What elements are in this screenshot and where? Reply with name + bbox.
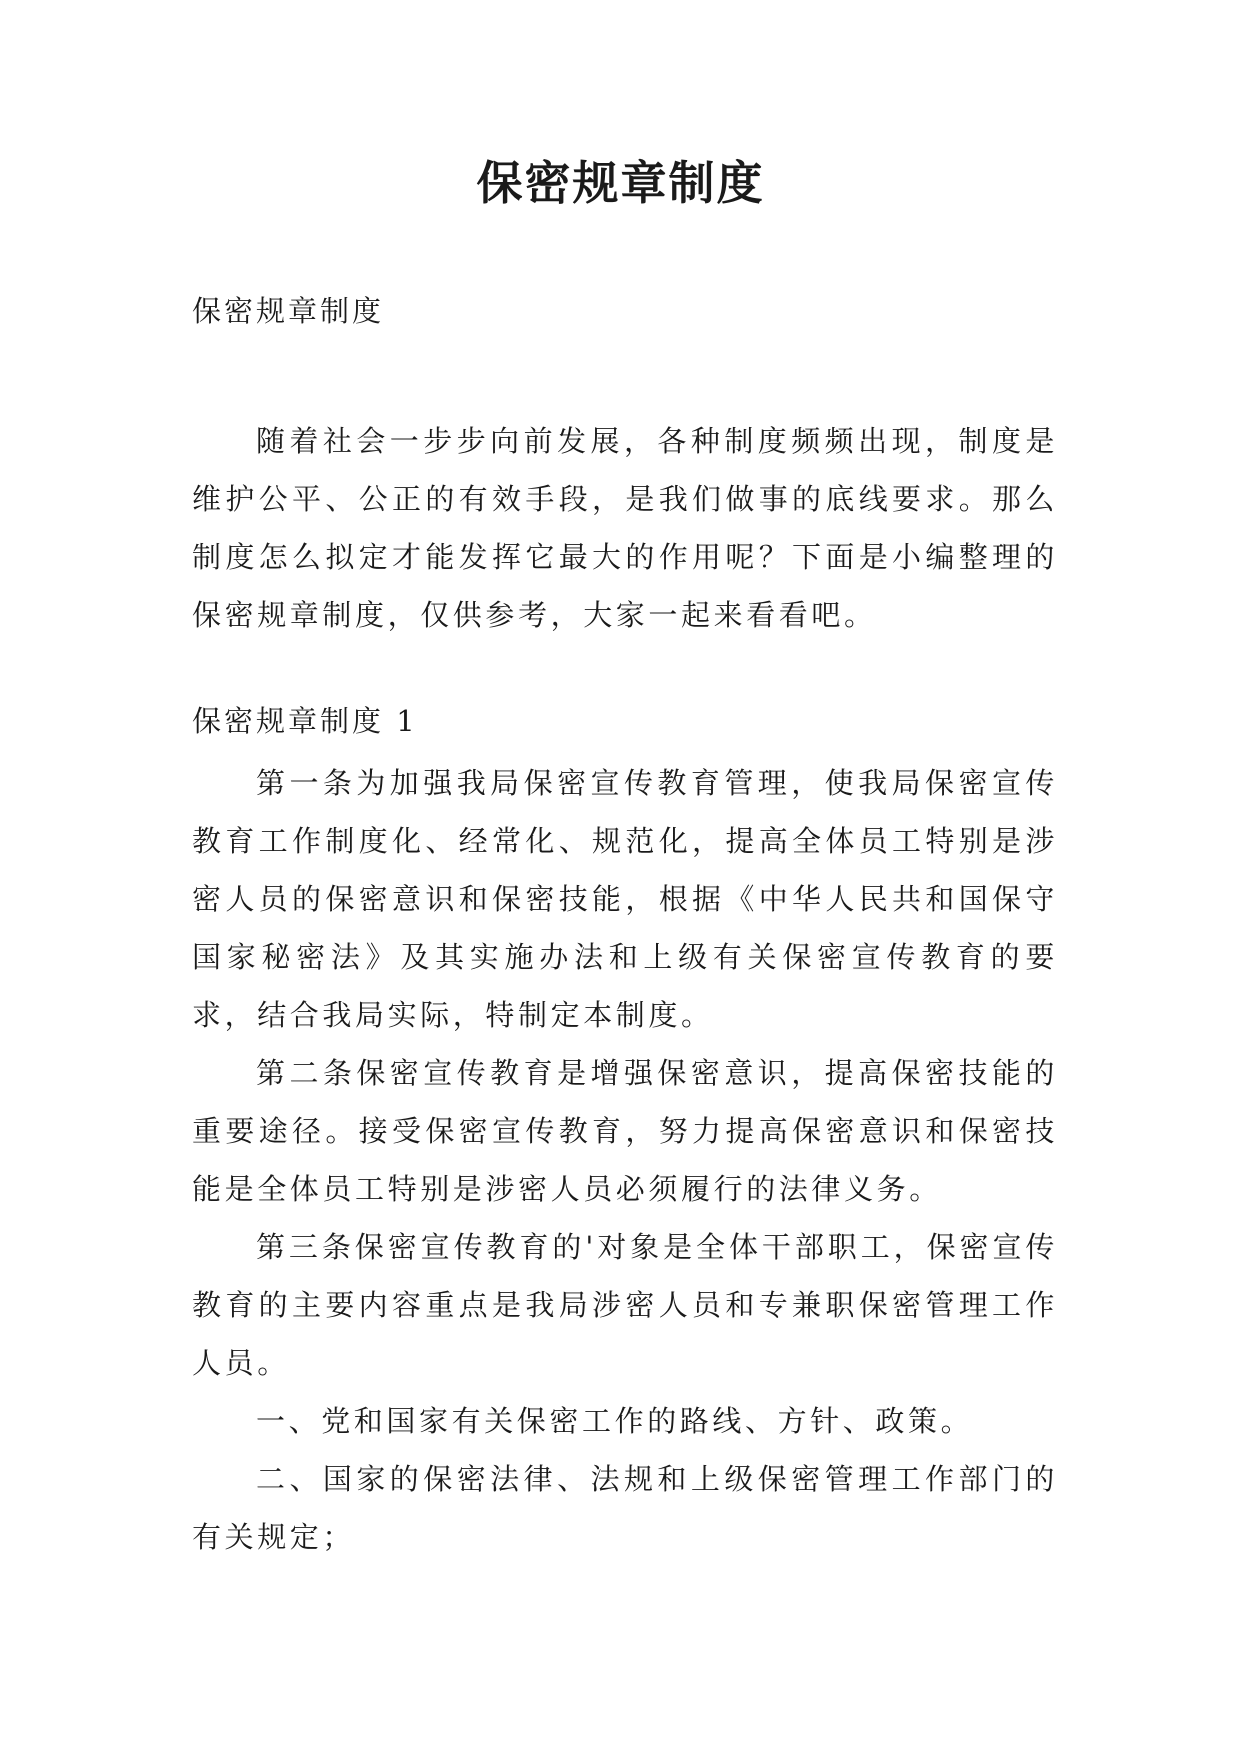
section-heading: 保密规章制度 1	[192, 704, 418, 738]
article-2-paragraph: 第二条保密宣传教育是增强保密意识，提高保密技能的重要途径。接受保密宣传教育，努力提高保密意识和保密技能是全体员工特别是涉密人员必须履行的法律义务。	[192, 1056, 1058, 1206]
list-item-1: 一、党和国家有关保密工作的路线、方针、政策。	[256, 1404, 974, 1438]
intro-paragraph: 随着社会一步步向前发展，各种制度频频出现，制度是维护公平、公正的有效手段，是我们做事的底线要求。那么制度怎么拟定才能发挥它最大的作用呢？下面是小编整理的保密规章制度，仅供参考，大家一起来看看吧。	[192, 424, 1058, 632]
article-1-paragraph: 第一条为加强我局保密宣传教育管理，使我局保密宣传教育工作制度化、经常化、规范化，提高全体员工特别是涉密人员的保密意识和保密技能，根据《中华人民共和国保守国家秘密法》及其实施办法和上级有关保密宣传教育的要求，结合我局实际，特制定本制度。	[192, 766, 1058, 1032]
document-title: 保密规章制度	[476, 156, 765, 210]
list-item-2: 二、国家的保密法律、法规和上级保密管理工作部门的有关规定；	[192, 1462, 1058, 1554]
section-body	[192, 754, 1058, 1566]
document-subtitle: 保密规章制度	[192, 294, 385, 328]
article-3-paragraph: 第三条保密宣传教育的'对象是全体干部职工，保密宣传教育的主要内容重点是我局涉密人员和专兼职保密管理工作人员。	[192, 1230, 1058, 1380]
